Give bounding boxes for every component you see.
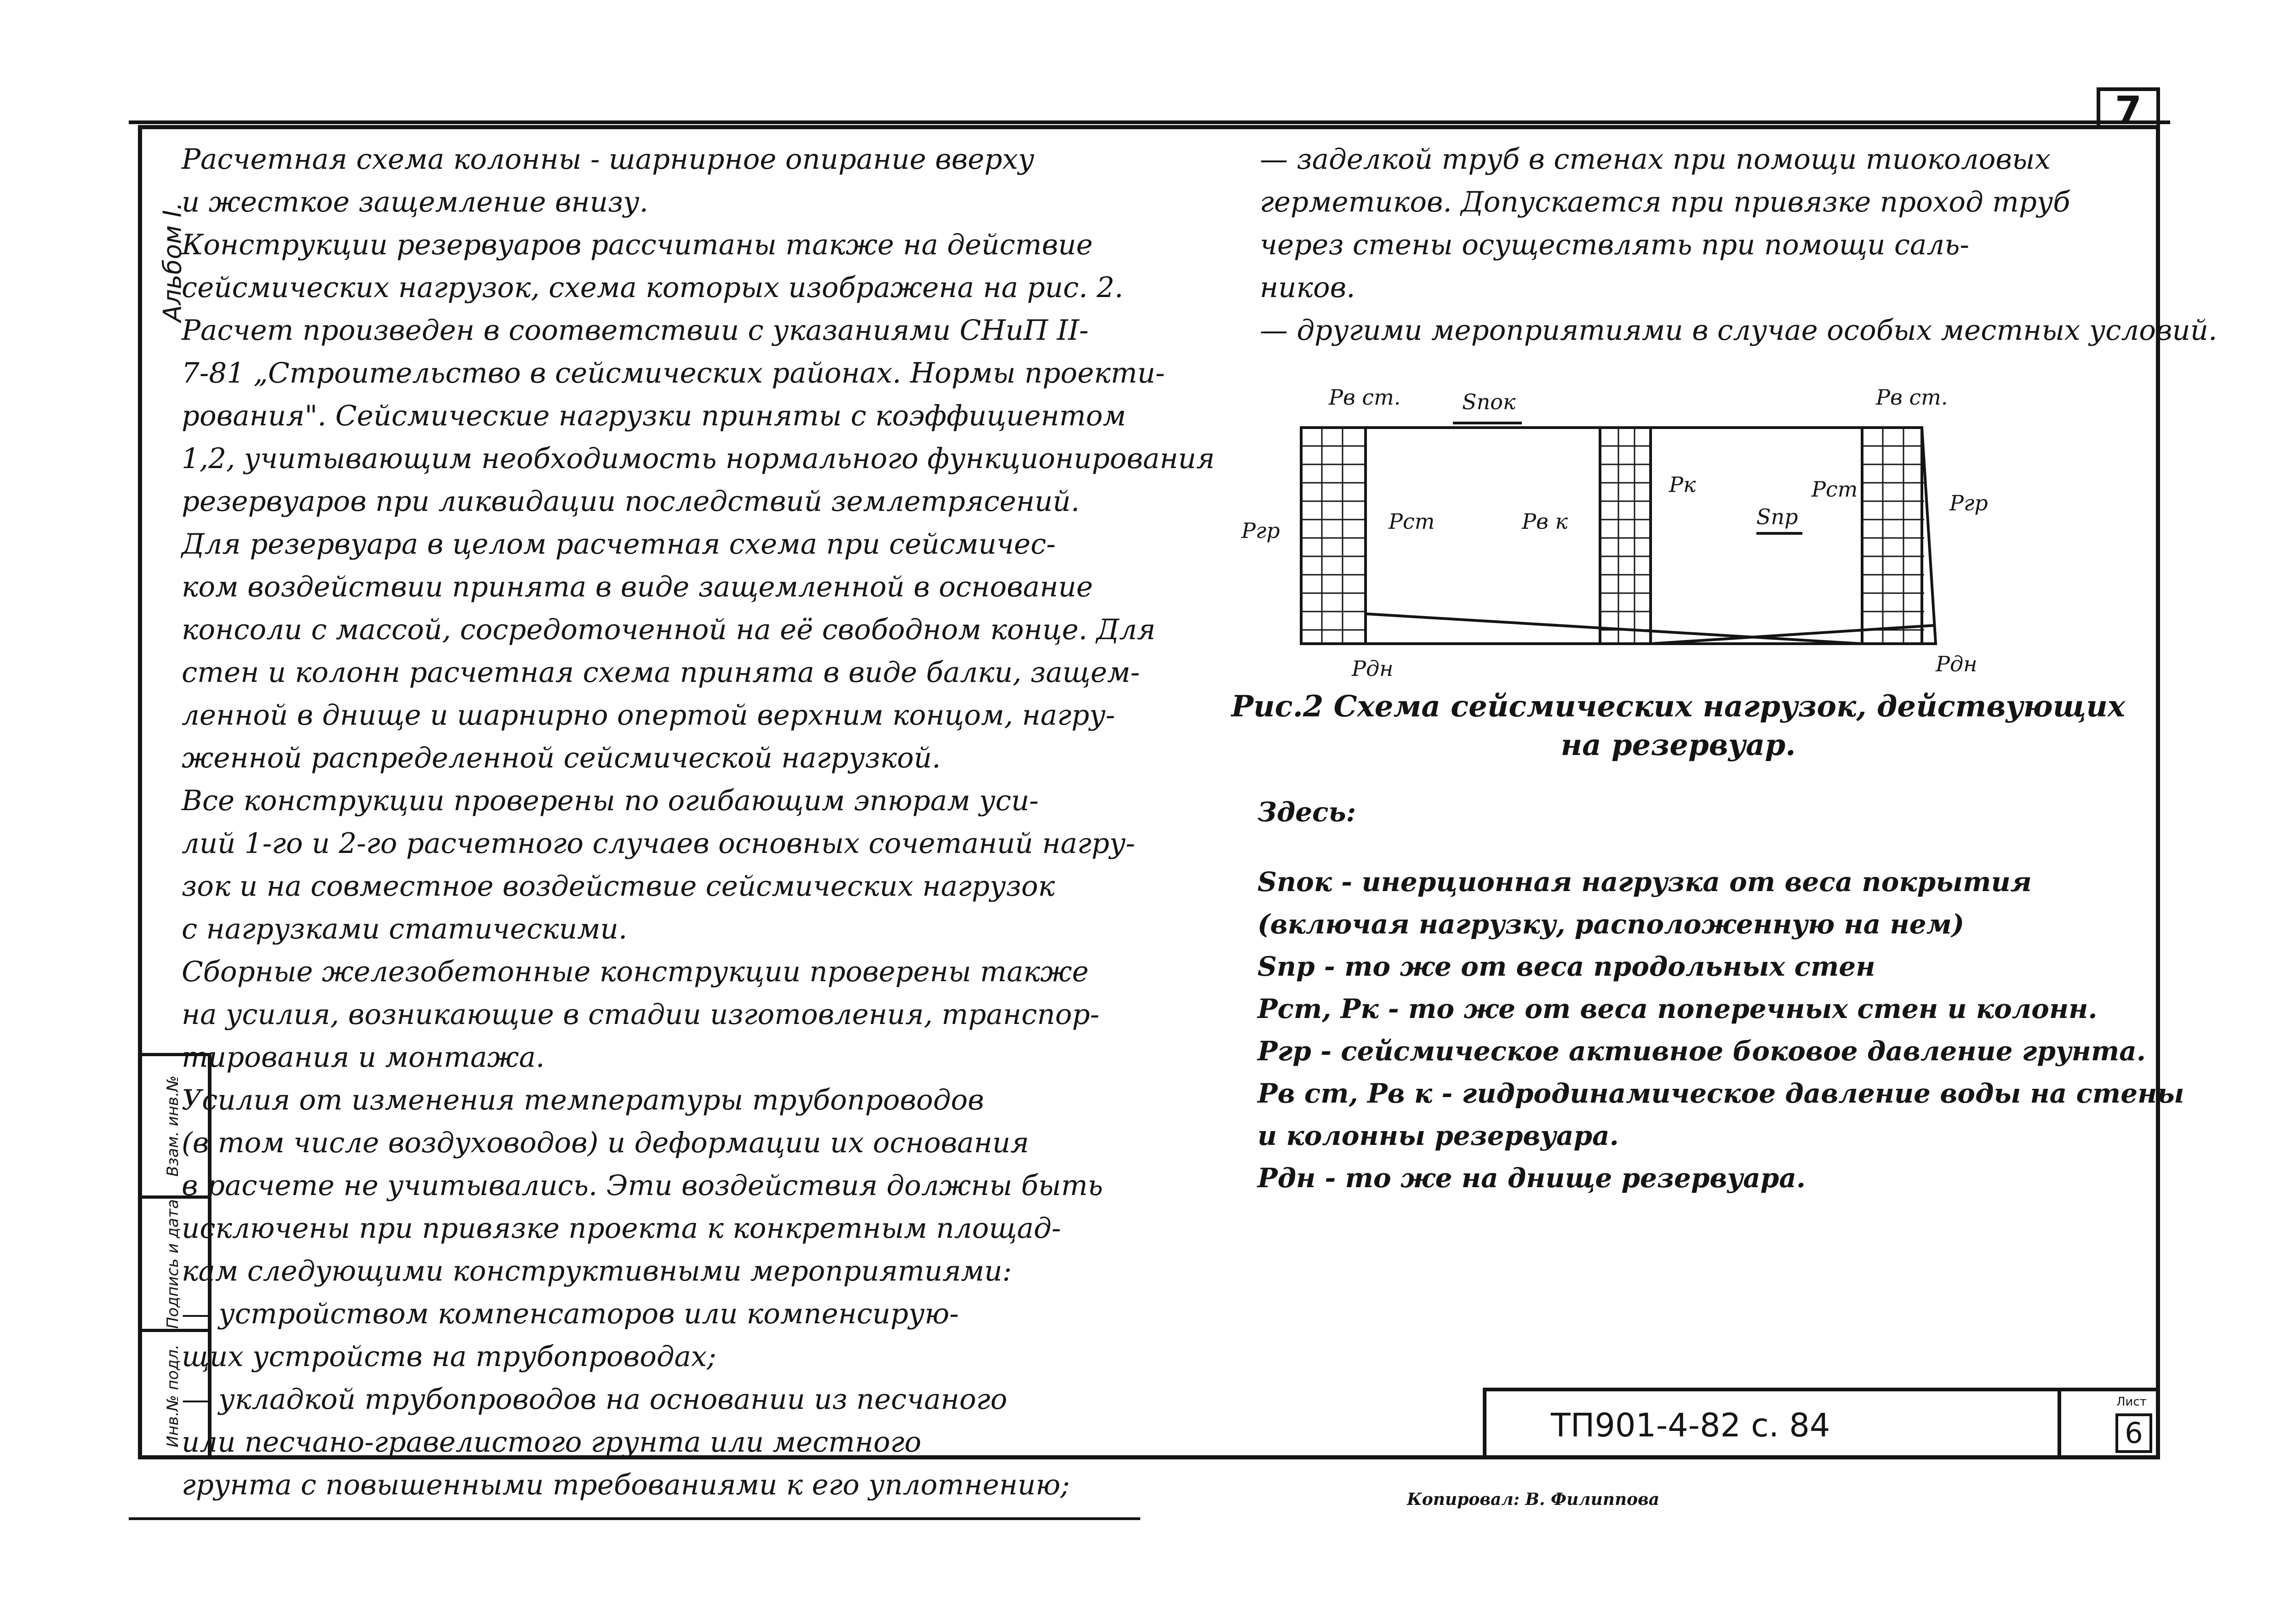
text-line: Sпр - то же от веса продольных стен: [1257, 951, 1875, 982]
text-line: в расчете не учитывались. Эти воздействия должны быть: [182, 1169, 1103, 1202]
label-p-st-left: Pст: [1389, 509, 1435, 534]
label-p-dn-right: Pдн: [1936, 652, 1978, 676]
text-line: кам следующими конструктивными мероприятиями:: [182, 1255, 1012, 1287]
left-text-column: [182, 138, 1215, 1506]
text-line: (в том числе воздуховодов) и деформации их основания: [182, 1127, 1029, 1159]
figure-caption: [1195, 687, 2161, 765]
caption-line: Рис.2 Схема сейсмических нагрузок, действующих: [1231, 689, 2126, 724]
bottom-line: [129, 1517, 1140, 1520]
text-line: на усилия, возникающие в стадии изготовления, транспор-: [182, 998, 1100, 1031]
text-line: Расчет произведен в соответствии с указаниями СНиП II-: [182, 314, 1089, 347]
text-line: (включая нагрузку, расположенную на нем): [1257, 909, 1965, 940]
text-line: 1,2, учитывающим необходимость нормального функционирования: [182, 442, 1215, 475]
text-line: Для резервуара в целом расчетная схема при сейсмичес-: [182, 528, 1056, 560]
text-line: ленной в днище и шарнирно опертой верхним концом, нагру-: [182, 699, 1115, 732]
text-line: Pдн - то же на днище резервуара.: [1257, 1162, 1806, 1194]
label-pv-st-right: Pв ст.: [1876, 385, 1948, 410]
legend: [1257, 791, 2184, 1199]
annex-label: Альбом I.: [158, 202, 187, 322]
text-line: Конструкции резервуаров рассчитаны также на действие: [182, 229, 1093, 261]
text-line: Pст, Pк - то же от веса поперечных стен и колонн.: [1257, 993, 2098, 1024]
top-border-line: [129, 120, 2170, 124]
text-line: консоли с массой, сосредоточенной на её свободном конце. Для: [182, 613, 1156, 646]
text-line: — укладкой трубопроводов на основании из песчаного: [182, 1383, 1007, 1416]
label-pv-k: Pв к: [1522, 509, 1568, 534]
text-line: щих устройств на трубопроводах;: [182, 1340, 716, 1373]
text-line: и колонны резервуара.: [1257, 1120, 1619, 1151]
side-stamp-cell: Подпись и дата: [138, 1195, 208, 1329]
text-line: 7-81 „Строительство в сейсмических районах. Нормы проекти-: [182, 357, 1165, 389]
text-line: рования". Сейсмические нагрузки приняты с коэффициентом: [182, 400, 1126, 432]
text-line: стен и колонн расчетная схема принята в виде балки, защем-: [182, 656, 1140, 689]
label-p-gr-left: Pгр: [1241, 518, 1280, 543]
text-line: ников.: [1260, 271, 1355, 304]
label-p-dn-left: Pдн: [1352, 656, 1394, 681]
caption-line: на резервуар.: [1560, 728, 1796, 762]
text-line: Все конструкции проверены по огибающим эпюрам уси-: [182, 784, 1039, 817]
text-line: с нагрузками статическими.: [182, 913, 628, 945]
text-line: женной распределенной сейсмической нагрузкой.: [182, 742, 941, 774]
text-line: Расчетная схема колонны - шарнирное опирание вверху: [182, 143, 1035, 176]
text-line: герметиков. Допускается при привязке проход труб: [1260, 186, 2070, 218]
sheet-box: [2058, 1388, 2160, 1459]
side-stamp-cell: Взам. инв.№: [138, 1053, 208, 1195]
bottom-pressure-line: [1366, 614, 1862, 644]
text-line: резервуаров при ликвидации последствий землетрясений.: [182, 485, 1080, 518]
label-pv-st-left: Pв ст.: [1329, 385, 1401, 410]
seismic-load-diagram: [1214, 359, 2097, 690]
text-line: ком воздействии принята в виде защемленной в основание: [182, 571, 1093, 603]
text-line: — другими мероприятиями в случае особых местных условий.: [1260, 314, 2218, 347]
label-p-st-right: Pст: [1812, 477, 1858, 502]
right-text-column: [1260, 138, 2218, 352]
text-line: лий 1-го и 2-го расчетного случаев основных сочетаний нагру-: [182, 827, 1135, 860]
text-line: сейсмических нагрузок, схема которых изображена на рис. 2.: [182, 271, 1124, 304]
text-line: — устройством компенсаторов или компенсирую-: [182, 1298, 959, 1330]
text-line: Pв ст, Pв к - гидродинамическое давление воды на стены: [1257, 1078, 2184, 1109]
label-s-pok: Sпок: [1462, 389, 1516, 414]
copy-note: Копировал: В. Филиппова: [1407, 1490, 1660, 1509]
text-line: исключены при привязке проекта к конкретным площад-: [182, 1212, 1061, 1245]
text-line: и жесткое защемление внизу.: [182, 186, 649, 218]
text-line: Усилия от изменения температуры трубопроводов: [182, 1084, 984, 1116]
title-block-code: ТП901-4-82 с. 84: [1483, 1388, 2058, 1459]
label-s-pr: Sпр: [1756, 504, 1798, 529]
sheet-label: Лист: [2116, 1395, 2147, 1409]
text-line: или песчано-гравелистого грунта или местного: [182, 1426, 921, 1458]
text-line: через стены осуществлять при помощи саль-: [1260, 229, 1970, 261]
text-line: тирования и монтажа.: [182, 1041, 545, 1074]
legend-heading: Здесь:: [1257, 796, 1356, 828]
text-line: Sпок - инерционная нагрузка от веса покрытия: [1257, 866, 2032, 898]
label-p-gr-right: Pгр: [1949, 491, 1988, 515]
text-line: зок и на совместное воздействие сейсмических нагрузок: [182, 870, 1055, 903]
page-number: 7: [2097, 87, 2160, 128]
side-stamp-cell: Инв.№ подл.: [138, 1329, 208, 1459]
label-p-k: Pк: [1669, 472, 1696, 497]
text-line: Pгр - сейсмическое активное боковое давление грунта.: [1257, 1035, 2146, 1067]
text-line: Сборные железобетонные конструкции проверены также: [182, 955, 1089, 988]
text-line: грунта с повышенными требованиями к его уплотнению;: [182, 1469, 1070, 1501]
text-line: — заделкой труб в стенах при помощи тиоколовых: [1260, 143, 2051, 176]
sheet-number: 6: [2115, 1413, 2152, 1453]
